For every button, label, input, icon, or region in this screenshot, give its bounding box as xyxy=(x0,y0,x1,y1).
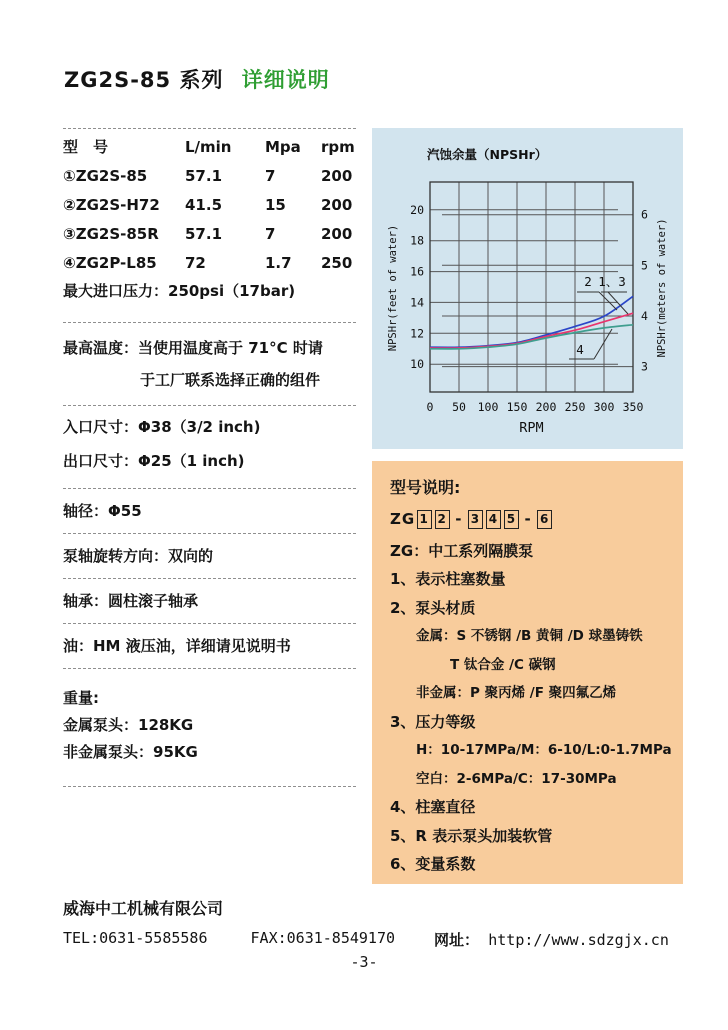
spec-cell: 7 xyxy=(265,224,276,243)
model-boxes-3 xyxy=(536,509,554,529)
spec-header-cell: L/min xyxy=(185,137,232,156)
curve-label-1: 2 xyxy=(584,274,592,289)
svg-text:10: 10 xyxy=(410,357,424,372)
model-legend-lines xyxy=(390,537,675,879)
divider xyxy=(63,786,356,787)
spec-row xyxy=(63,161,356,190)
model-boxes-1 xyxy=(415,509,451,529)
model-legend-line: T 钛合金 /C 碳钢 xyxy=(450,656,556,673)
company-name: 威海中工机械有限公司 xyxy=(63,899,224,918)
spec-header-cell: 型 号 xyxy=(63,138,109,156)
svg-text:0: 0 xyxy=(426,400,434,414)
svg-text:4: 4 xyxy=(641,309,648,323)
spec-column xyxy=(63,128,356,787)
max-temperature xyxy=(63,323,356,405)
page-title xyxy=(64,64,330,94)
inlet-size: 入口尺寸：Φ38（3/2 inch) xyxy=(63,418,261,436)
model-code-dash: - xyxy=(455,509,463,528)
website-line xyxy=(434,929,669,950)
spec-cell: ①ZG2S-85 xyxy=(63,166,148,185)
svg-text:14: 14 xyxy=(410,295,424,310)
svg-text:350: 350 xyxy=(622,400,644,414)
spec-cell: 15 xyxy=(265,195,286,214)
spec-table-body xyxy=(63,161,356,277)
model-digit-box: 5 xyxy=(504,510,519,529)
model-legend-title: 型号说明: xyxy=(390,478,461,497)
website-url[interactable]: http://www.sdzgjx.cn xyxy=(488,931,669,949)
spec-cell: ②ZG2S-H72 xyxy=(63,195,160,214)
model-code-line xyxy=(390,509,675,529)
spec-cell: 250 xyxy=(321,253,353,272)
spec-cell: ③ZG2S-85R xyxy=(63,224,159,243)
model-digit-box: 3 xyxy=(468,510,483,529)
spec-cell: 7 xyxy=(265,166,276,185)
model-legend-line: ZG：中工系列隔膜泵 xyxy=(390,541,534,560)
svg-text:100: 100 xyxy=(477,400,499,414)
model-legend-line: 1、表示柱塞数量 xyxy=(390,570,506,588)
chart-left-axis-label: NPSHr(feet of water) xyxy=(387,224,399,352)
spec-cell: 200 xyxy=(321,195,353,214)
svg-text:6: 6 xyxy=(641,207,648,222)
spec-cell: 200 xyxy=(321,166,353,185)
spec-cell: ④ZG2P-L85 xyxy=(63,253,157,272)
model-boxes-2 xyxy=(466,509,520,529)
weight-metal: 金属泵头：128KG xyxy=(63,716,194,734)
svg-text:5: 5 xyxy=(641,258,648,273)
npshr-chart-panel xyxy=(372,128,683,449)
spec-cell: 1.7 xyxy=(265,253,292,272)
model-legend-line: 非金属：P 聚丙烯 /F 聚四氟乙烯 xyxy=(416,685,617,701)
max-inlet-pressure: 最大进口压力：250psi（17bar) xyxy=(63,282,296,300)
bearing: 轴承：圆柱滚子轴承 xyxy=(63,592,199,610)
weight-title: 重量: xyxy=(63,689,99,707)
model-legend-line: 4、柱塞直径 xyxy=(390,798,476,816)
spec-row xyxy=(63,190,356,219)
model-legend-line: 2、泵头材质 xyxy=(390,598,476,617)
rotation-direction: 泵轴旋转方向：双向的 xyxy=(63,547,214,565)
spec-header-row xyxy=(63,132,356,161)
weight-block xyxy=(63,669,356,786)
tel-number: TEL:0631-5585586 xyxy=(63,929,208,947)
chart-title: 汽蚀余量（NPSHr） xyxy=(427,147,548,162)
svg-text:12: 12 xyxy=(410,326,424,341)
outlet-size: 出口尺寸：Φ25（1 inch) xyxy=(63,452,245,470)
max-temperature-line1: 最高温度：当使用温度高于 71°C 时请 xyxy=(63,339,323,357)
shaft-diameter: 轴径：Φ55 xyxy=(63,502,142,520)
svg-text:150: 150 xyxy=(506,400,528,414)
spec-row xyxy=(63,248,356,277)
model-legend-panel xyxy=(372,461,683,884)
spec-table xyxy=(63,132,356,277)
svg-text:50: 50 xyxy=(452,400,466,414)
svg-text:300: 300 xyxy=(593,400,615,414)
model-digit-box: 1 xyxy=(417,510,432,529)
model-legend-line: H：10-17MPa/M：6-10/L:0-1.7MPa xyxy=(416,742,672,758)
model-digit-box: 6 xyxy=(537,510,552,529)
chart-right-axis-label: NPSHr(meters of water) xyxy=(656,218,668,358)
model-code-dash: - xyxy=(524,509,532,528)
svg-text:3: 3 xyxy=(641,359,648,374)
model-code-prefix: ZG xyxy=(390,509,416,528)
website-label: 网址： xyxy=(434,931,480,949)
contact-line xyxy=(63,929,395,947)
page-number: -3- xyxy=(350,953,378,971)
page-title-subtitle: 详细说明 xyxy=(241,68,330,92)
svg-text:250: 250 xyxy=(564,400,586,414)
svg-text:16: 16 xyxy=(410,264,424,279)
spec-header-cell: rpm xyxy=(321,137,355,156)
spec-cell: 72 xyxy=(185,253,206,272)
spec-cell: 57.1 xyxy=(185,166,223,185)
spec-row xyxy=(63,219,356,248)
chart-x-axis-label: RPM xyxy=(519,420,544,436)
spec-cell: 41.5 xyxy=(185,195,223,214)
curve-label-3: 4 xyxy=(576,342,584,357)
svg-text:20: 20 xyxy=(410,202,424,217)
model-digit-box: 2 xyxy=(435,510,450,529)
page-title-series: ZG2S-85 系列 xyxy=(64,68,224,92)
weight-nonmetal: 非金属泵头：95KG xyxy=(63,743,198,761)
model-legend-line: 3、压力等级 xyxy=(390,712,476,731)
svg-text:200: 200 xyxy=(535,400,557,414)
curve-label-2: 1、3 xyxy=(598,274,626,289)
spec-cell: 57.1 xyxy=(185,224,223,243)
model-legend-line: 空白：2-6MPa/C：17-30MPa xyxy=(416,770,617,787)
fax-number: FAX:0631-8549170 xyxy=(250,929,396,947)
oil: 油：HM 液压油，详细请见说明书 xyxy=(63,637,291,655)
model-digit-box: 4 xyxy=(486,510,501,529)
divider xyxy=(63,128,356,129)
spec-cell: 200 xyxy=(321,224,353,243)
model-legend-line: 6、变量系数 xyxy=(390,855,476,873)
model-legend-line: 5、R 表示泵头加装软管 xyxy=(390,826,553,845)
max-temperature-line2: 于工厂联系选择正确的组件 xyxy=(140,371,321,389)
svg-text:18: 18 xyxy=(410,233,424,248)
model-legend-line: 金属：S 不锈钢 /B 黄铜 /D 球墨铸铁 xyxy=(416,628,643,644)
spec-header-cell: Mpa xyxy=(265,137,301,156)
npshr-chart xyxy=(372,128,683,449)
